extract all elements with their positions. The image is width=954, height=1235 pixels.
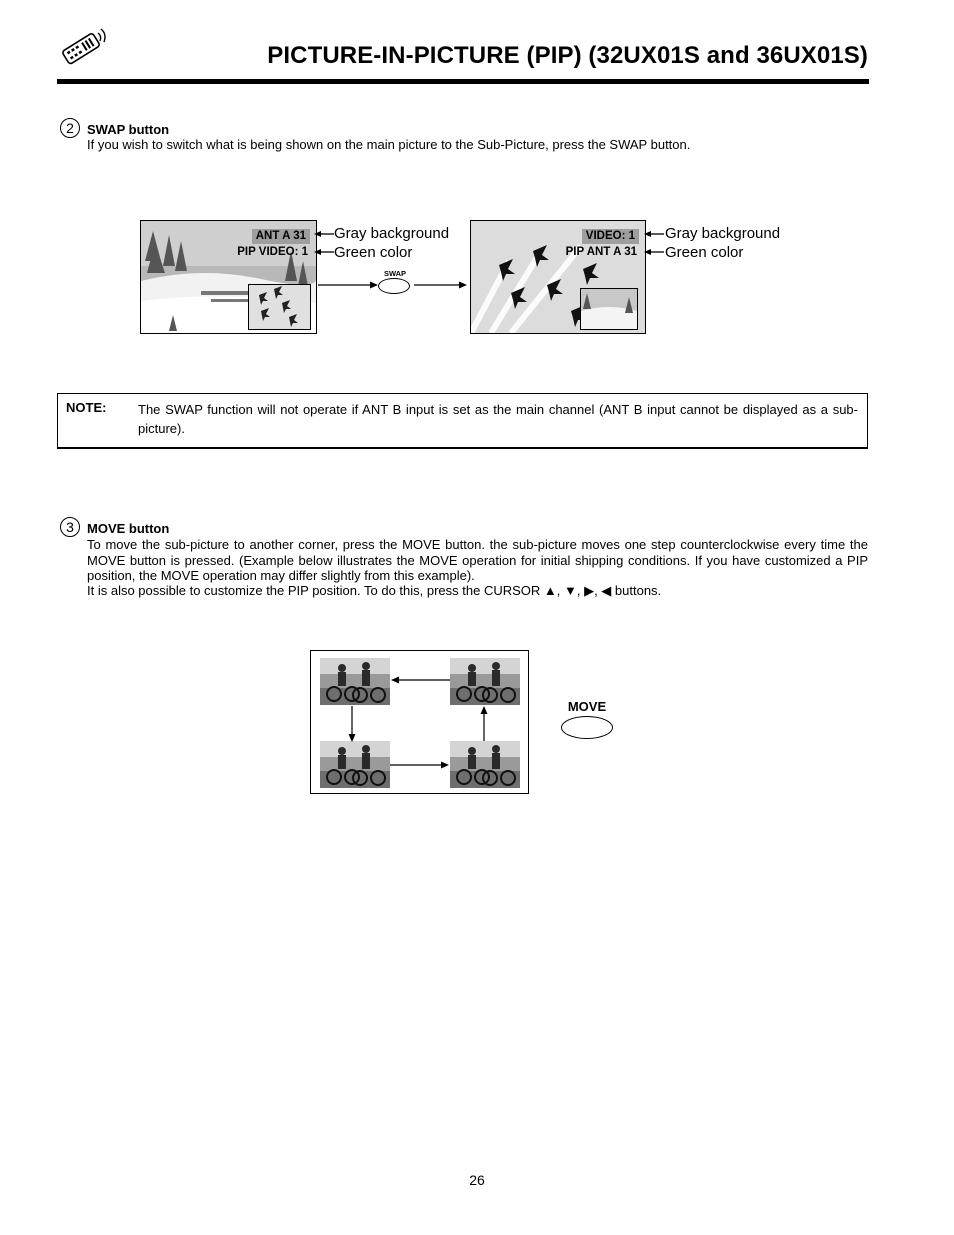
step-number-3: 3: [60, 517, 80, 537]
move-heading: MOVE button: [87, 521, 170, 536]
step-number-2: 2: [60, 118, 80, 138]
note-text: The SWAP function will not operate if ANT B input is set as the main channel (ANT B input cannot be displayed as a sub-picture).: [138, 402, 858, 436]
note-box: [57, 393, 868, 449]
osd-pip-channel-after: PIP ANT A 31: [565, 246, 637, 258]
callout-arrows-after: [642, 228, 666, 258]
note-label: NOTE:: [66, 400, 107, 415]
move-cycle-arrows: [311, 651, 527, 792]
page-number: 26: [469, 1172, 485, 1188]
sub-picture-snow: [580, 288, 638, 330]
osd-pip-channel: PIP VIDEO: 1: [237, 246, 308, 258]
header-rule: [57, 79, 869, 84]
swap-button[interactable]: [378, 278, 410, 294]
callout-gray-background-1: Gray background: [334, 225, 450, 242]
move-description: To move the sub-picture to another corner, press the MOVE button. the sub-picture moves one step counterclockwise every time the MOVE button is pressed. (Example below illustrates the MOVE operation for initial shipping conditions. If you have customized a PIP position, the MOVE operation may differ slightly from this example).: [87, 537, 868, 583]
move-button-label: MOVE: [567, 699, 607, 714]
callout-green-color-2: Green color: [665, 244, 744, 261]
move-cursor-description: It is also possible to customize the PIP position. To do this, press the CURSOR ▲, ▼, ▶, ◀ buttons.: [87, 583, 662, 598]
swap-description: If you wish to switch what is being shown on the main picture to the Sub-Picture, press the SWAP button.: [87, 137, 691, 152]
page-title: PICTURE-IN-PICTURE (PIP) (32UX01S and 36UX01S): [267, 42, 868, 69]
move-button[interactable]: [561, 716, 613, 739]
swap-before-screen: [140, 220, 317, 334]
callout-arrows-before: [312, 228, 336, 258]
callout-green-color-1: Green color: [334, 244, 413, 261]
move-diagram-frame: [310, 650, 529, 794]
remote-control-icon: [58, 24, 108, 68]
swap-after-screen: [470, 220, 646, 334]
swap-button-label: SWAP: [383, 269, 407, 278]
swap-heading: SWAP button: [87, 122, 170, 137]
callout-gray-background-2: Gray background: [665, 225, 781, 242]
osd-main-channel-after: VIDEO: 1: [582, 229, 639, 244]
osd-main-channel: ANT A 31: [252, 229, 310, 244]
sub-picture-jets: [248, 284, 311, 330]
